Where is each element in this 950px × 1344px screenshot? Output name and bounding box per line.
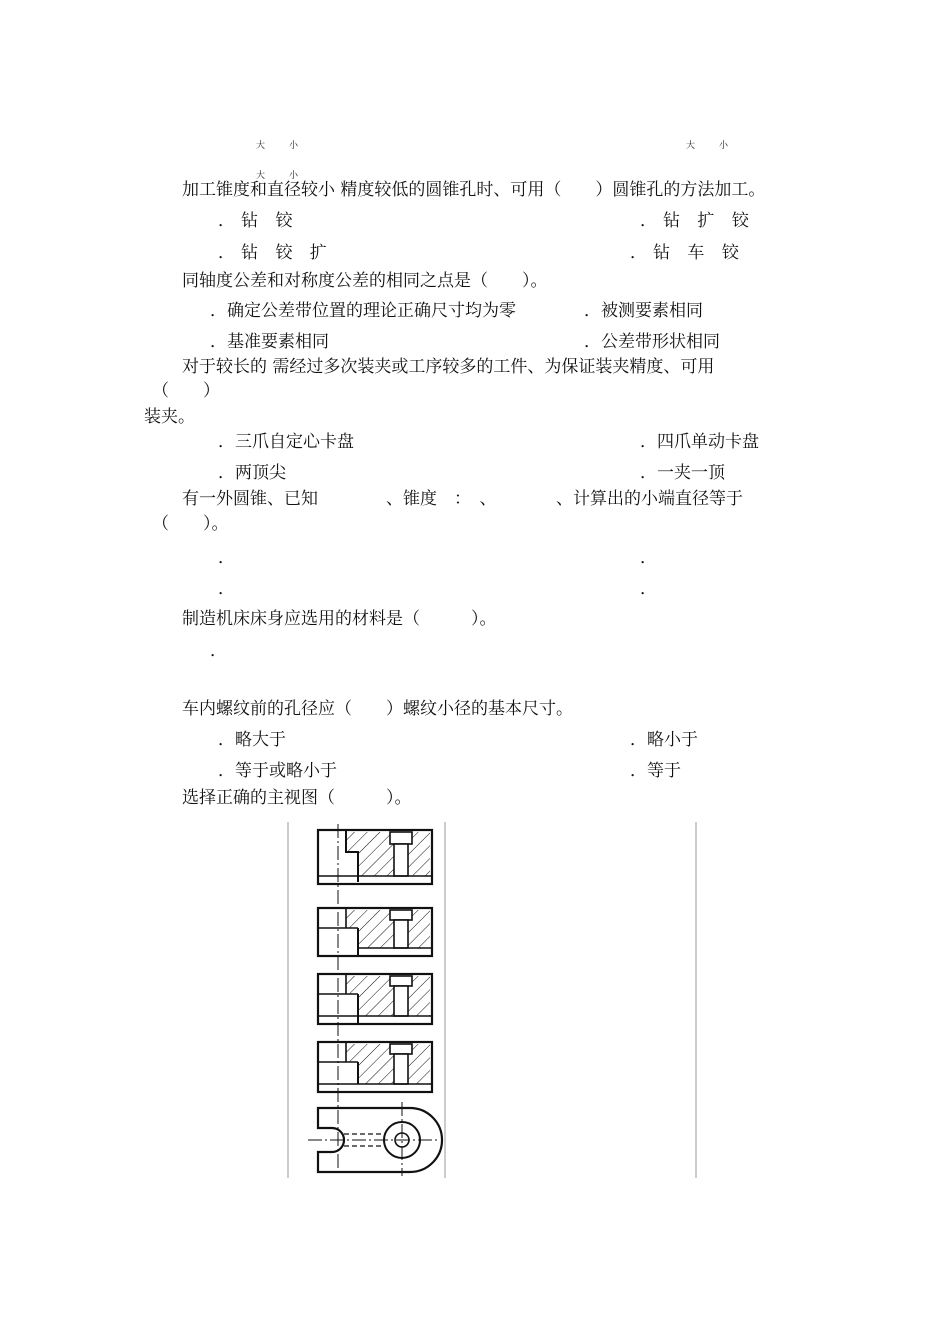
q6-option-a: ．略大于 [218, 730, 286, 750]
q3-option-a: ．三爪自定心卡盘 [218, 432, 354, 452]
q3-option-d: ．一夹一顶 [640, 463, 725, 483]
q2-option-b: ．被测要素相同 [584, 301, 703, 321]
q7-stem: 选择正确的主视图（ ）。 [182, 788, 412, 808]
q5-option-a: ． [210, 641, 227, 661]
q4-stem: 有一外圆锥、已知 、锥度 ： 、 、计算出的小端直径等于 [182, 489, 743, 509]
candidate-view-3 [318, 974, 432, 1024]
q1-option-d: ．钻 车 铰 [630, 243, 745, 263]
mark-big-left: 大 [256, 141, 266, 151]
q2-option-a: ．确定公差带位置的理论正确尺寸均为零 [210, 301, 516, 321]
q3-cont: 装夹。 [144, 407, 195, 427]
mark-small-right: 小 [719, 141, 729, 151]
main-view-figure [286, 822, 698, 1180]
q4-option-d: ． [640, 579, 657, 599]
q3-option-b: ．四爪单动卡盘 [640, 432, 759, 452]
q1-option-b: ．钻 扩 铰 [640, 211, 755, 231]
q2-stem: 同轴度公差和对称度公差的相同之点是（ ）。 [182, 271, 548, 291]
q4-option-a: ． [218, 548, 235, 568]
q4-option-c: ． [218, 579, 235, 599]
q6-option-b: ．略小于 [630, 730, 698, 750]
top-view [308, 1102, 442, 1176]
mark-big-left-2: 大 [256, 171, 266, 181]
mark-big-right: 大 [686, 141, 696, 151]
q1-option-a: ．钻 铰 [218, 211, 299, 231]
q4-option-b: ． [640, 548, 657, 568]
q3-paren: （ ） [152, 381, 220, 401]
q4-cont: （ ）。 [152, 514, 229, 534]
q3-stem: 对于较长的 需经过多次装夹或工序较多的工件、为保证装夹精度、可用 [182, 357, 715, 377]
q1-option-c: ．钻 铰 扩 [218, 243, 333, 263]
q6-option-d: ．等于 [630, 761, 681, 781]
q6-option-c: ．等于或略小于 [218, 761, 337, 781]
q5-stem: 制造机床床身应选用的材料是（ ）。 [182, 609, 497, 629]
mark-small-left-2: 小 [289, 171, 299, 181]
mark-small-left: 小 [289, 141, 299, 151]
q1-stem: 加工锥度和直径较小 精度较低的圆锥孔时、可用（ ）圆锥孔的方法加工。 [182, 180, 766, 200]
q6-stem: 车内螺纹前的孔径应（ ）螺纹小径的基本尺寸。 [182, 699, 573, 719]
candidate-view-4 [318, 1042, 432, 1092]
q2-option-c: ．基准要素相同 [210, 332, 329, 352]
q2-option-d: ．公差带形状相同 [584, 332, 720, 352]
q3-option-c: ．两顶尖 [218, 463, 286, 483]
candidate-view-1 [318, 830, 432, 884]
candidate-view-2 [318, 908, 432, 956]
